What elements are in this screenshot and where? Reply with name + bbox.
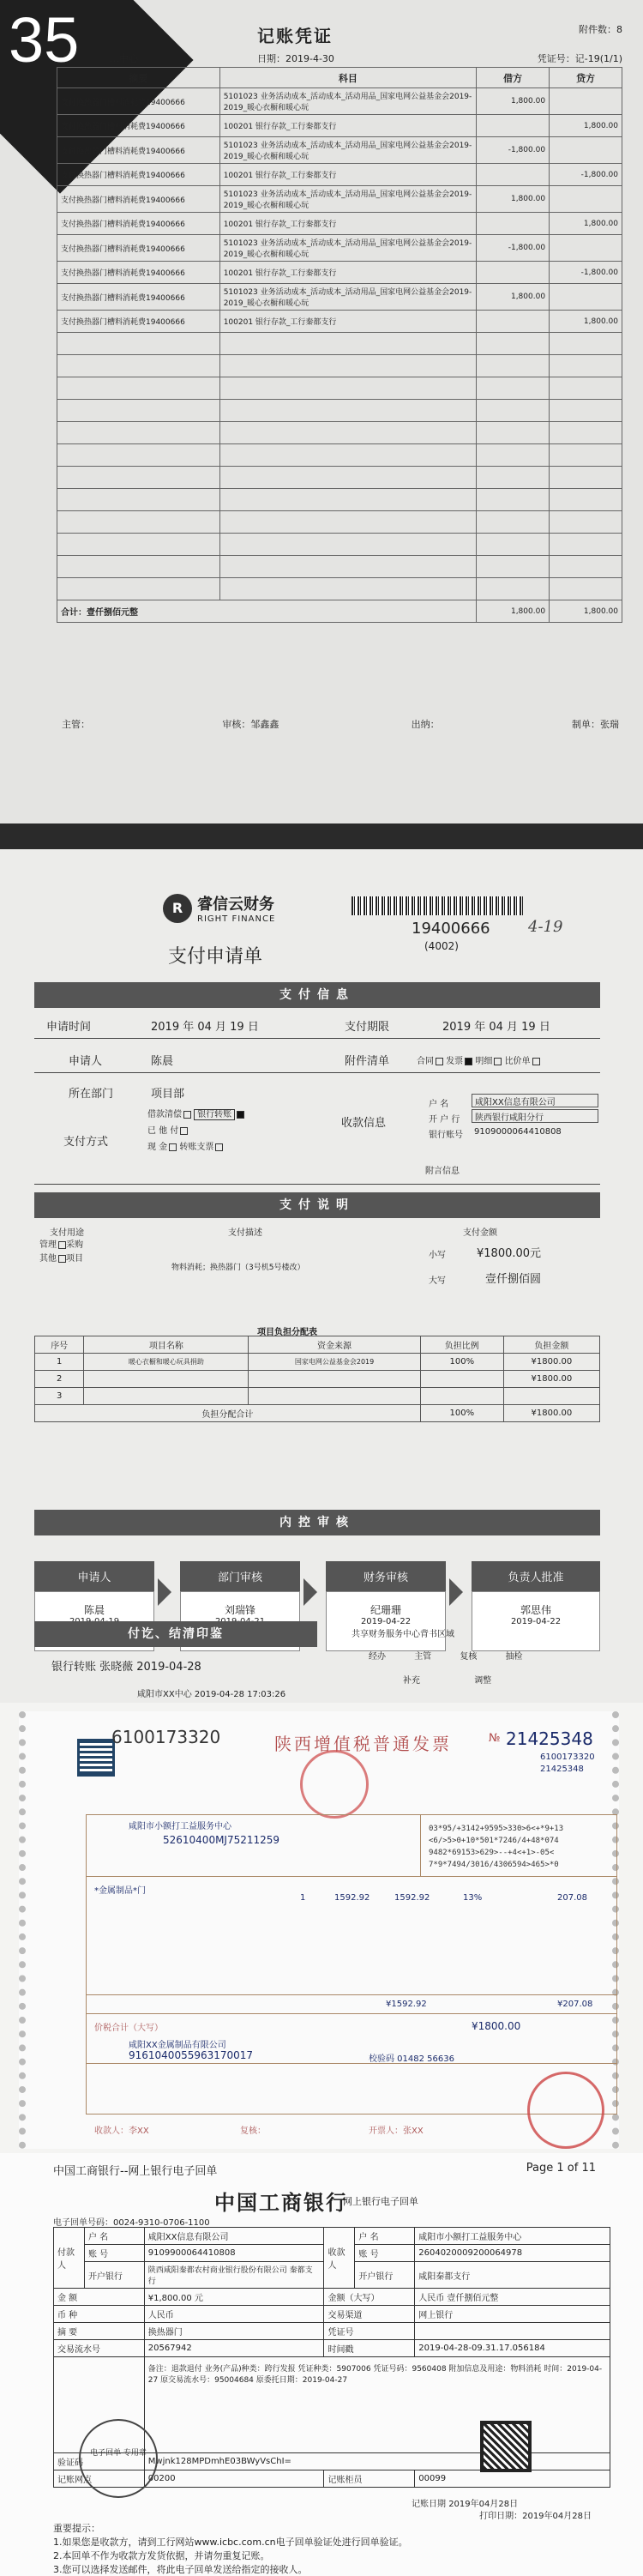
payee-bank: 咸阳秦都支行 [415, 2262, 610, 2289]
payer-account: 9109900064410808 [144, 2245, 324, 2262]
item-price: 1592.92 [334, 1893, 370, 1903]
page-indicator: Page 1 of 11 [526, 2162, 596, 2175]
voucher-date: 日期：2019-4-30 [257, 53, 334, 64]
table-row: 支付换热器门槽料消耗费19400666 100201 银行存款_工行秦都支行 -1,800.00 [57, 262, 622, 284]
table-row: 1 暖心衣橱和暖心玩具捐助 国家电网公益基金会2019 100% ¥1800.00 [35, 1354, 600, 1371]
brand-logo [163, 892, 275, 924]
total-amount: ¥1800.00 [472, 2020, 521, 2032]
empty-row [57, 333, 622, 355]
alloc-header: 序号 [35, 1336, 84, 1354]
col-header: 借方 [477, 68, 550, 88]
extra-info: 备注：退款退付 业务(产品)种类：跨行发报 凭证种类：5907006 凭证号码：9560408 附加信息及用途：物料消耗 时间：2019-04-27 原交易流水号：95004684 原委托日期：2019-04-27 [144, 2357, 610, 2453]
seller-tax: 9161040055963170017 [129, 2049, 254, 2061]
flow-step: 申请人 陈晨 [34, 1561, 154, 1664]
desc: 物料消耗；换热器门（3号机5号楼改） [171, 1264, 305, 1272]
empty-row [57, 422, 622, 444]
table-row: 支付换热器门槽料消耗费19400666 100201 银行存款_工行秦都支行 1,800.00 [57, 311, 622, 333]
drawer: 开票人：张XX [369, 2127, 424, 2136]
table-row: 支付换热器门槽料消耗费19400666 5101023 业务活动成本_活动成本_活动用品_国家电网公益基金会2019-2019_暖心衣橱和暖心玩 1,800.00 [57, 88, 622, 115]
barcode-sub: (4002) [424, 940, 459, 952]
alloc-header: 负担金额 [503, 1336, 599, 1354]
brand-en: RIGHT FINANCE [197, 914, 276, 924]
item-tax: 207.08 [557, 1893, 587, 1903]
invoice-sheet [19, 1711, 619, 2149]
alloc-header: 项目名称 [84, 1336, 249, 1354]
empty-row [57, 444, 622, 467]
item-name: *金属制品*门 [94, 1886, 146, 1896]
payment-footer: 咸阳市XX中心 2019-04-28 17:03:26 [137, 1690, 286, 1699]
receipt-header: 中国工商银行--网上银行电子回单 [53, 2165, 218, 2178]
table-row: 支付换热器门槽料消耗费19400666 100201 银行存款_工行秦都支行 1,800.00 [57, 213, 622, 235]
alloc-header: 资金来源 [249, 1336, 421, 1354]
amount: ¥1,800.00 元 [144, 2289, 324, 2306]
print-date: 打印日期：2019年04月28日 [479, 2512, 592, 2521]
print-branch: 00200 [144, 2470, 324, 2488]
invoice-grid [86, 1814, 617, 2114]
bank-name: 中国工商银行 [214, 2190, 348, 2215]
qr-code-icon [480, 2421, 532, 2472]
usage-options: 管理 采购 其他 项目 [39, 1240, 83, 1264]
table-row: 负担分配合计 100% ¥1800.00 [35, 1405, 600, 1422]
alloc-table [34, 1336, 600, 1422]
total-label: 合计：壹仟捌佰元整 [57, 600, 477, 623]
invoice-code: 6100173320 [111, 1727, 221, 1747]
total-debit: 1,800.00 [477, 600, 550, 623]
voucher-attachments: 附件数：8 [579, 24, 622, 35]
empty-row [57, 489, 622, 511]
voucher-table [57, 67, 622, 623]
invoice-no-label: № [489, 1732, 501, 1745]
amount-label: 支付金额 [463, 1228, 497, 1238]
summary: 换热器门 [144, 2323, 324, 2340]
alloc-header: 负担比例 [420, 1336, 503, 1354]
seller-name: 咸阳XX金属制品有限公司 [129, 2041, 226, 2050]
logo-icon: R [163, 894, 192, 923]
handwritten-note: 4-19 [528, 918, 563, 936]
channel: 网上银行 [415, 2306, 610, 2323]
e-number: 电子回单号码：0024-9310-0706-1100 [53, 2218, 210, 2228]
empty-row [57, 578, 622, 600]
maker: 制单：张瑞 [571, 719, 619, 730]
total-big-label: 价税合计（大写） [94, 2024, 163, 2033]
attach-label: 附件清单 [345, 1055, 390, 1068]
empty-row [57, 377, 622, 400]
voucher-footer [62, 717, 619, 731]
empty-row [57, 467, 622, 489]
empty-row [57, 534, 622, 556]
pay-deadline-label: 支付期限 [345, 1021, 390, 1034]
table-row: 支付换热器门槽料消耗费19400666 100201 银行存款_工行秦都支行 -1,800.00 [57, 164, 622, 186]
voucher-title: 记账凭证 [257, 26, 333, 46]
payee-name: 咸阳市小额打工益服务中心 [415, 2228, 610, 2245]
scan-shadow [0, 823, 643, 849]
flow-step: 负责人批准 郭思伟 2019-04-22 [472, 1561, 600, 1664]
invoice-page [0, 1703, 643, 2153]
table-row: 支付换热器门槽料消耗费19400666 100201 银行存款_工行秦都支行 1,800.00 [57, 115, 622, 137]
settle-label: 付讫、结清印鉴 [34, 1621, 317, 1647]
manager: 主管： [62, 719, 90, 730]
voucher-company: …中心 [110, 53, 138, 64]
total-small: ¥1592.92 [386, 2000, 427, 2009]
empty-row [57, 400, 622, 422]
barcode-number: 19400666 [412, 920, 490, 938]
item-qty: 1 [300, 1893, 306, 1903]
method-options: 借款清偿 银行转账 已 他 付 现 金 转账支票 [147, 1107, 244, 1155]
apply-date: 2019 年 04 月 19 日 [151, 1021, 259, 1034]
table-row: 支付换热器门槽料消耗费19400666 5101023 业务活动成本_活动成本_活动用品_国家电网公益基金会2019-2019_暖心衣橱和暖心玩 -1,800.00 [57, 235, 622, 262]
section-review: 内控审核 [34, 1510, 600, 1535]
table-row: 支付换热器门槽料消耗费19400666 5101023 业务活动成本_活动成本_活动用品_国家电网公益基金会2019-2019_暖心衣橱和暖心玩 1,800.00 [57, 284, 622, 311]
bank-label: 开 户 行 [429, 1115, 460, 1125]
bank: 陕西银行咸阳分行 [472, 1109, 598, 1123]
invoice-title: 陕西增值税普通发票 [274, 1734, 452, 1754]
payment-request-page [0, 823, 643, 1703]
empty-row [57, 511, 622, 534]
timestamp: 2019-04-28-09.31.17.056184 [415, 2340, 610, 2357]
auditor: 审核：邹鑫鑫 [222, 719, 279, 730]
settle-text: 银行转账 张晓薇 2019-04-28 [51, 1661, 201, 1674]
payee-account: 2604020009200064978 [415, 2245, 610, 2262]
account: 9109000064410808 [474, 1127, 562, 1137]
method-label: 支付方式 [63, 1136, 109, 1149]
attach-options: 合同 发票 明细 比价单 [417, 1053, 540, 1066]
applicant-label: 申请人 [69, 1055, 103, 1068]
buyer-tax: 52610400MJ75211259 [163, 1834, 280, 1846]
account-label: 银行账号 [429, 1131, 463, 1140]
bank-subtitle: 网上银行电子回单 [343, 2196, 418, 2207]
verify-code: Mwjnk128MPDmhE03BWyVsChI= [144, 2453, 610, 2470]
receive-label: 收款信息 [341, 1117, 387, 1130]
desc-label: 支付描述 [228, 1228, 262, 1238]
right-no: 21425348 [540, 1765, 584, 1774]
barcode-icon [352, 896, 523, 915]
reviewer: 复核： [240, 2127, 266, 2136]
applicant: 陈晨 [151, 1055, 174, 1068]
qr-code-icon [77, 1739, 115, 1777]
buyer-name: 咸阳市小额打工益服务中心 [129, 1822, 231, 1831]
pay-deadline: 2019 年 04 月 19 日 [442, 1021, 550, 1034]
payee: 咸阳XX信息有限公司 [472, 1094, 598, 1107]
empty-row [57, 556, 622, 578]
usage-label: 支付用途 [50, 1228, 84, 1238]
total-credit: 1,800.00 [550, 600, 622, 623]
shared-items: 经办 主管 复核 抽检 [369, 1652, 523, 1662]
alloc-title: 项目负担分配表 [257, 1328, 317, 1337]
important-notes: 重要提示： 1.如果您是收款方，请到工行网站www.icbc.com.cn电子回单验证处进行回单验证。 2.本回单不作为收款方发货依据，并请勿重复记账。 3.您可以选择发送邮件，将此电子回单发送给指定的接收人。 [53, 2523, 408, 2575]
section-pay-desc: 支付说明 [34, 1192, 600, 1218]
small-amount: ¥1800.00元 [477, 1247, 542, 1260]
currency: 人民币 [144, 2306, 324, 2323]
payer-name: 咸阳XX信息有限公司 [144, 2228, 324, 2245]
empty-row [57, 355, 622, 377]
col-header: 贷方 [550, 68, 622, 88]
small-label: 小写 [429, 1251, 446, 1260]
addr-label: 附言信息 [425, 1167, 460, 1176]
item-rate: 13% [463, 1893, 483, 1903]
table-row: 支付换热器门槽料消耗费19400666 5101023 业务活动成本_活动成本_活动用品_国家电网公益基金会2019-2019_暖心衣橱和暖心玩 -1,800.00 [57, 137, 622, 164]
cashier: 出纳： [411, 719, 440, 730]
payee: 收款人：李XX [94, 2127, 149, 2136]
table-row: 支付换热器门槽料消耗费19400666 5101023 业务活动成本_活动成本_活动用品_国家电网公益基金会2019-2019_暖心衣橱和暖心玩 1,800.00 [57, 186, 622, 213]
section-pay-info: 支付信息 [34, 982, 600, 1008]
payer-bank: 陕西咸阳秦都农村商业银行股份有限公司 秦都支行 [144, 2262, 324, 2289]
brand-cn: 睿信云财务 [197, 896, 274, 914]
seller-stamp-icon [527, 2072, 604, 2149]
bank-receipt-page [0, 2153, 643, 2576]
voucher-number: 凭证号：记-19(1/1) [537, 53, 622, 64]
cipher-block: 03*95/+3142+9595>330>6<+*9+13 <6/>5>0+10*501*7246/4+48*074 9482*69153>629>--+4<+1>-05< 7*9*7494/3016/4306594>465>*0 [429, 1825, 564, 1869]
amount-big: 人民币 壹仟捌佰元整 [415, 2289, 610, 2306]
table-row: 2 ¥1800.00 [35, 1371, 600, 1388]
check-code: 校验码 01482 56636 [369, 2054, 454, 2064]
col-header: 科目 [219, 68, 476, 88]
item-amount: 1592.92 [394, 1893, 430, 1903]
teller: 00099 [415, 2470, 610, 2488]
page-number: 35 [9, 4, 80, 75]
flow-step: 部门审核 刘瑞锋 [180, 1561, 300, 1664]
big-amount: 壹仟捌佰圆 [485, 1273, 542, 1286]
dept-label: 所在部门 [69, 1088, 114, 1101]
tax-stamp-icon [300, 1750, 369, 1819]
voucher-page [0, 0, 643, 823]
dept: 项目部 [151, 1088, 185, 1101]
shared-items-2: 补充 调整 [403, 1676, 492, 1686]
shared-label: 共享财务服务中心背书区域 [352, 1630, 454, 1639]
receipt-table: 付款人 户 名 咸阳XX信息有限公司 收款人 户 名 咸阳市小额打工益服务中心 账 号 9109900064410808 账 号 2604020009200064978 开户银行 陕西咸阳秦都农村商业银行股份有限公司 秦都支行 开户银行 咸阳秦都支行 金 额 ¥1,800.00 元 金额（大写） 人民币 壹仟捌佰元整 币 种 人民币 交易渠道 网上银行 摘 要 换热器门 凭证号 交易流水号 20567942 时间戳 2019-04-28-09.31.17.056184 备注：退款退付 业务(产品)种类：跨行发报 凭证种类：5907006 凭证号码：9560408 附加信息及用途：物料消耗 时间：2019-04-27 原交易流水号：95004684 原委托日期：2019-04-27 验证码 Mwjnk128MPDmhE03BWyVsChI= 记账网点 00200 记账柜员 00099 [53, 2227, 610, 2488]
right-code: 6100173320 [540, 1753, 595, 1762]
apply-date-label: 申请时间 [46, 1021, 92, 1034]
receipt-seal-icon: 电子回单 专用章 [79, 2419, 158, 2498]
record-date: 记账日期 2019年04月28日 [412, 2500, 519, 2509]
big-label: 大写 [429, 1276, 446, 1286]
total-tax: ¥207.08 [557, 2000, 593, 2009]
form-title: 支付申请单 [168, 946, 263, 968]
col-header: 摘要 [57, 68, 220, 88]
flow-step: 财务审核 纪珊珊 2019-04-22 [326, 1561, 446, 1664]
tx-number: 20567942 [144, 2340, 324, 2357]
invoice-number: 21425348 [506, 1728, 593, 1749]
table-row: 3 [35, 1388, 600, 1405]
payee-label: 户 名 [429, 1100, 449, 1109]
